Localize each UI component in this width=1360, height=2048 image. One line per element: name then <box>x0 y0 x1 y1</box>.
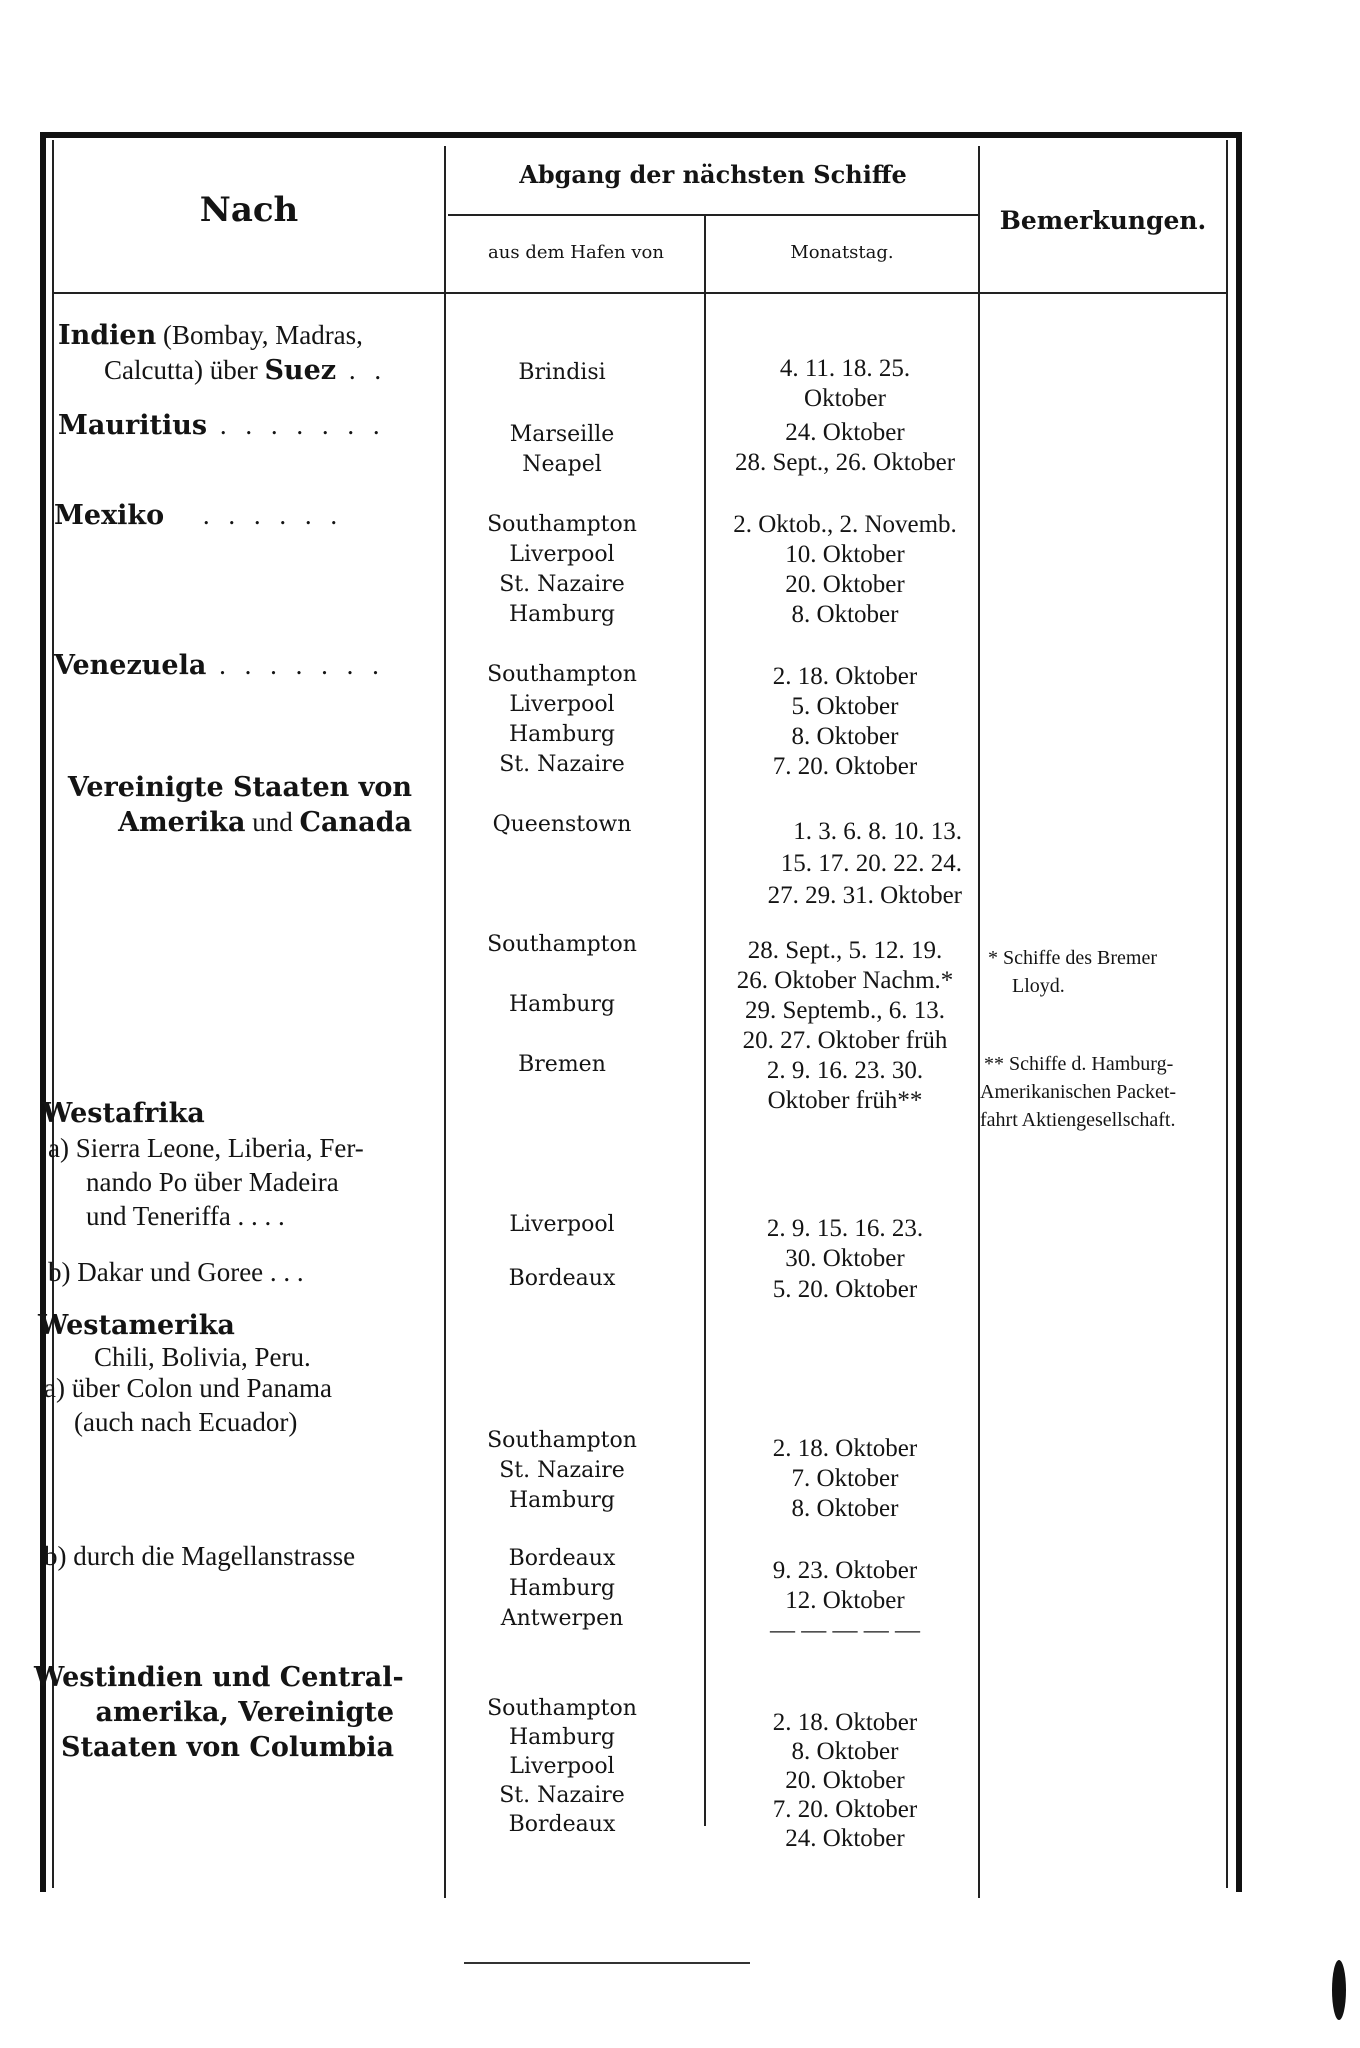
ports-westamerika-a <box>452 1426 672 1516</box>
port: Southampton <box>487 512 637 537</box>
port: St. Nazaire <box>499 1458 625 1483</box>
date-line: 2. Oktob., 2. Novemb. <box>733 511 957 538</box>
destination-detail: a) Sierra Leone, Liberia, Fer- <box>48 1133 364 1163</box>
remark-line: ** Schiffe d. Hamburg- <box>984 1053 1174 1075</box>
destination-detail: und <box>245 807 300 837</box>
header-subdivider <box>448 214 978 216</box>
date-line: — — — — — <box>770 1617 920 1644</box>
destination-title: Indien <box>58 320 157 351</box>
date-line: 20. Oktober <box>785 1767 905 1794</box>
ports-indien <box>452 360 672 385</box>
destination-detail: Calcutta) über <box>104 355 265 385</box>
date-line: 7. Oktober <box>791 1465 899 1492</box>
port: Southampton <box>487 1696 637 1721</box>
dates-vereinigte-staaten <box>700 816 962 912</box>
ports-westafrika-b <box>452 1266 672 1291</box>
port: Hamburg <box>508 602 615 627</box>
leader-dots: . . . . . . . <box>207 410 386 440</box>
port: Hamburg <box>508 1725 615 1750</box>
dates-westafrika-b <box>700 1276 990 1304</box>
port: Southampton <box>487 662 637 687</box>
date-line: 7. 20. Oktober <box>772 753 918 780</box>
date-line: 24. Oktober <box>785 1825 905 1852</box>
dates-indien <box>700 354 990 414</box>
date-line: 2. 9. 16. 23. 30. <box>766 1057 924 1084</box>
ports-vereinigte-staaten <box>452 812 672 837</box>
ports-nordamerika-weitere <box>452 932 672 1077</box>
port: Liverpool <box>509 1212 615 1237</box>
port: Hamburg <box>508 992 615 1017</box>
port: Bremen <box>518 1052 606 1077</box>
date-line: 29. Septemb., 6. 13. <box>745 997 945 1024</box>
destination-detail: a) über Colon und Panama <box>44 1373 332 1403</box>
port: Brindisi <box>518 360 606 385</box>
dates-westamerika-b <box>700 1556 990 1646</box>
leader-dots: . . <box>336 355 388 385</box>
destination-title: Mexiko <box>54 500 165 531</box>
destination-vereinigte-staaten <box>48 770 412 840</box>
port: Neapel <box>522 452 602 477</box>
header-port: aus dem Hafen von <box>488 242 664 263</box>
header-day: Monatstag. <box>790 242 894 263</box>
date-line: 28. Sept., 26. Oktober <box>734 449 956 476</box>
dates-mauritius <box>700 418 990 478</box>
destination-mexiko <box>54 498 343 533</box>
port: Liverpool <box>509 1754 615 1779</box>
date-line: 2. 9. 15. 16. 23. <box>766 1215 924 1242</box>
ports-mexiko <box>452 510 672 630</box>
header-departure: Abgang der nächsten Schiffe <box>519 160 907 189</box>
date-line: 8. Oktober <box>791 1738 899 1765</box>
date-line: 4. 11. 18. 25. <box>779 355 911 382</box>
table-top-border <box>40 132 1242 138</box>
date-line: 9. 23. Oktober <box>772 1557 918 1584</box>
destination-detail: b) durch die Magellanstrasse <box>44 1541 356 1571</box>
destination-detail: nando Po über Madeira <box>86 1167 339 1197</box>
destination-detail: Chili, Bolivia, Peru. <box>94 1342 311 1372</box>
dates-westamerika-a <box>700 1434 990 1524</box>
ports-venezuela <box>452 660 672 780</box>
remark-hamburg-amerikanisch <box>980 1050 1226 1134</box>
destination-detail: (Bombay, Madras, <box>156 320 363 350</box>
date-line: 24. Oktober <box>785 419 905 446</box>
date-line: 5. Oktober <box>791 693 899 720</box>
destination-title: Suez <box>264 355 337 386</box>
date-line: Oktober früh** <box>767 1087 923 1114</box>
margin-ink-blot <box>1332 1960 1346 2020</box>
leader-dots: . . . . . . . <box>206 650 385 680</box>
port: Hamburg <box>508 1488 615 1513</box>
date-line: 2. 18. Oktober <box>772 1435 918 1462</box>
destination-title: Westamerika <box>38 1310 235 1341</box>
date-line: 20. Oktober <box>785 571 905 598</box>
destination-westindien <box>34 1660 404 1765</box>
port: Hamburg <box>508 722 615 747</box>
dates-mexiko <box>700 510 990 630</box>
column-divider-destination <box>444 146 446 1898</box>
table-right-border <box>1236 132 1242 1892</box>
destination-westamerika <box>38 1308 355 1573</box>
port: Bordeaux <box>508 1266 616 1291</box>
port: Marseille <box>509 422 615 447</box>
ports-westindien <box>452 1694 672 1839</box>
port: St. Nazaire <box>499 1783 625 1808</box>
destination-detail: (auch nach Ecuador) <box>74 1407 298 1437</box>
remark-line: Amerikanischen Packet- <box>980 1081 1177 1103</box>
port: St. Nazaire <box>499 752 625 777</box>
date-line: 8. Oktober <box>791 723 899 750</box>
dates-venezuela <box>700 662 990 782</box>
date-line: 28. Sept., 5. 12. 19. <box>747 937 943 964</box>
destination-detail: b) Dakar und Goree . . . <box>48 1257 304 1287</box>
destination-title: Staaten von Columbia <box>61 1732 394 1763</box>
date-line: 12. Oktober <box>785 1587 905 1614</box>
port: Southampton <box>487 932 637 957</box>
date-line: 2. 18. Oktober <box>772 1709 918 1736</box>
remark-line: Lloyd. <box>1012 975 1065 997</box>
date-line: 26. Oktober Nachm.* <box>736 967 954 994</box>
date-line: 7. 20. Oktober <box>772 1796 918 1823</box>
destination-title: Venezuela <box>54 650 207 681</box>
destination-title: Mauritius <box>58 410 208 441</box>
remark-bremer-lloyd <box>980 944 1234 1000</box>
date-line: 15. 17. 20. 22. 24. <box>780 850 962 877</box>
table-left-border <box>40 132 46 1892</box>
date-line: Oktober <box>804 385 886 412</box>
destination-title: Vereinigte Staaten von <box>67 772 412 803</box>
destination-mauritius <box>58 408 386 443</box>
port: Southampton <box>487 1428 637 1453</box>
date-line: 1. 3. 6. 8. 10. 13. <box>793 818 962 845</box>
date-line: 8. Oktober <box>791 601 899 628</box>
port: Bordeaux <box>508 1812 616 1837</box>
dates-nordamerika-weitere <box>700 936 990 1116</box>
footer-rule <box>464 1962 750 1964</box>
destination-title: amerika, Vereinigte <box>95 1697 394 1728</box>
remark-line: * Schiffe des Bremer <box>988 947 1158 969</box>
destination-title: Canada <box>299 807 412 838</box>
header-destination: Nach <box>199 190 299 230</box>
dates-westafrika-a <box>700 1214 990 1274</box>
port: Bordeaux <box>508 1546 616 1571</box>
destination-indien <box>58 318 387 388</box>
port: Liverpool <box>509 542 615 567</box>
port: St. Nazaire <box>499 572 625 597</box>
header-remarks: Bemerkungen. <box>999 206 1207 235</box>
header-bottom-rule <box>54 292 1226 294</box>
destination-title: Westafrika <box>42 1098 205 1129</box>
destination-venezuela <box>54 648 385 683</box>
port: Hamburg <box>508 1576 615 1601</box>
destination-title: Westindien und Central- <box>34 1662 404 1693</box>
ports-westamerika-b <box>452 1544 672 1634</box>
date-line: 2. 18. Oktober <box>772 663 918 690</box>
destination-detail: und Teneriffa . . . . <box>86 1201 285 1231</box>
destination-westafrika <box>42 1096 364 1289</box>
leader-dots: . . . . . . <box>190 500 344 530</box>
table-left-inner-border <box>52 140 54 1888</box>
date-line: 10. Oktober <box>785 541 905 568</box>
remark-line: fahrt Aktiengesellschaft. <box>980 1109 1176 1131</box>
ports-mauritius <box>452 420 672 480</box>
dates-westindien <box>700 1708 990 1853</box>
date-line: 27. 29. 31. Oktober <box>767 882 962 909</box>
date-line: 8. Oktober <box>791 1495 899 1522</box>
ports-westafrika-a <box>452 1212 672 1237</box>
port: Antwerpen <box>500 1606 624 1631</box>
date-line: 30. Oktober <box>785 1245 905 1272</box>
date-line: 20. 27. Oktober früh <box>742 1027 948 1054</box>
port: Liverpool <box>509 692 615 717</box>
date-line: 5. 20. Oktober <box>772 1276 918 1303</box>
port: Queenstown <box>492 812 632 837</box>
destination-title: Amerika <box>118 807 246 838</box>
table-right-inner-border <box>1226 140 1228 1888</box>
